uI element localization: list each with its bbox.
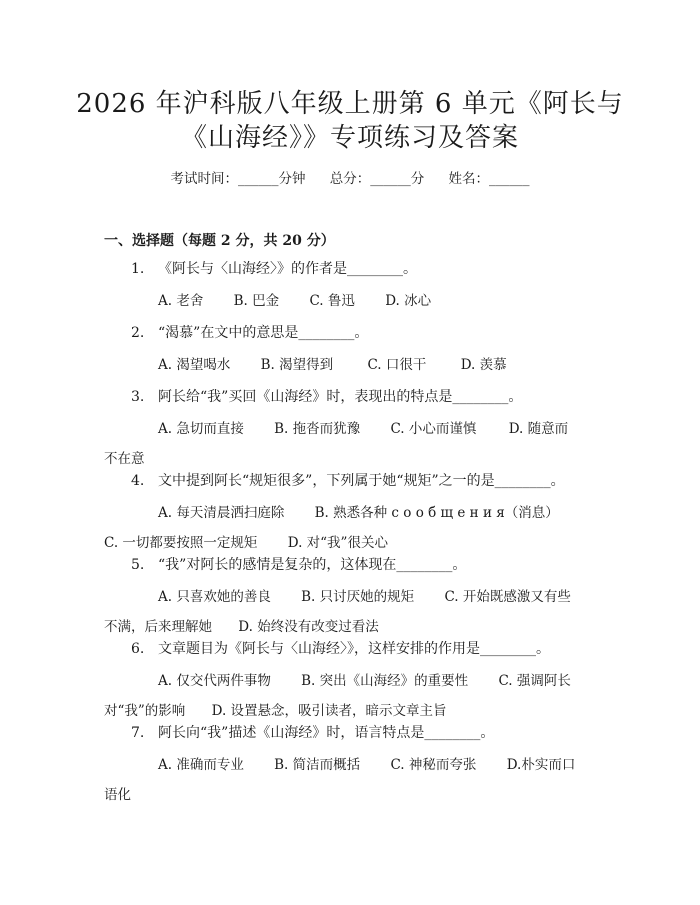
document-title-line-1: 2026 年沪科版八年级上册第 6 单元《阿长与 — [76, 89, 624, 119]
question-3-options — [104, 414, 596, 474]
question-5-options — [104, 582, 596, 642]
option-c: C. 小心而谨慎 — [390, 421, 477, 437]
option-b: B. 只讨厌她的规矩 — [301, 589, 415, 605]
question-1-options — [104, 286, 596, 316]
option-d: D. 设置悬念，吸引读者，暗示文章主旨 — [211, 703, 447, 719]
question-4-options — [104, 498, 596, 558]
option-d: D. 随意而 — [508, 421, 569, 437]
option-b: B. 简洁而概括 — [274, 757, 361, 773]
option-c: C. 口很干 — [367, 357, 427, 373]
question-text: 阿长向“我”描述《山海经》时，语言特点是________。 — [158, 725, 495, 741]
option-a: A. 仅交代两件事物 — [158, 673, 271, 689]
exam-score: 总分：______分 — [329, 171, 425, 187]
option-d-continued: 语化 — [104, 787, 131, 803]
question-text: 阿长给“我”买回《山海经》时，表现出的特点是________。 — [158, 389, 523, 405]
question-number: 1. — [131, 261, 145, 277]
option-a: A. 只喜欢她的善良 — [158, 589, 271, 605]
option-b: B. 渴望得到 — [260, 357, 334, 373]
option-b: B. 拖沓而犹豫 — [274, 421, 361, 437]
student-name: 姓名：______ — [448, 171, 530, 187]
question-6-options — [104, 666, 596, 726]
option-d: D. 羡慕 — [460, 357, 507, 373]
option-c: C. 鲁迅 — [309, 293, 355, 309]
option-c: C. 神秘而夸张 — [390, 757, 477, 773]
question-number: 6. — [131, 641, 145, 657]
option-a: A. 渴望喝水 — [158, 357, 231, 373]
exam-meta — [0, 167, 700, 187]
option-c: C. 开始既感激又有些 — [444, 589, 571, 605]
option-a: A. 每天清晨洒扫庭除 — [158, 505, 285, 521]
option-b: B. 突出《山海经》的重要性 — [301, 673, 469, 689]
question-number: 2. — [131, 325, 145, 341]
option-d-continued: 不在意 — [104, 451, 145, 467]
option-c-continued: 不满，后来理解她 — [104, 619, 212, 635]
question-text: 文中提到阿长“规矩很多”，下列属于她“规矩”之一的是________。 — [158, 473, 565, 489]
option-b: B. 巴金 — [233, 293, 280, 309]
exam-time: 考试时间：______分钟 — [170, 171, 306, 187]
question-number: 7. — [131, 725, 145, 741]
document-title-line-2: 《山海经》》专项练习及答案 — [180, 123, 519, 153]
question-2-options — [104, 350, 596, 380]
option-a: A. 准确而专业 — [158, 757, 244, 773]
option-a: A. 急切而直接 — [158, 421, 244, 437]
question-text: “渴慕”在文中的意思是________。 — [158, 325, 369, 341]
question-number: 5. — [131, 557, 145, 573]
option-d: D. 冰心 — [385, 293, 432, 309]
question-7-options — [104, 750, 596, 810]
option-b: B. 熟悉各种 с о о б щ е н и я（消息） — [314, 505, 559, 521]
option-d: D.朴实而口 — [506, 757, 576, 773]
question-text: 《阿长与〈山海经〉》的作者是________。 — [158, 261, 417, 277]
question-text: 文章题目为《阿长与〈山海经〉》，这样安排的作用是________。 — [158, 641, 550, 657]
question-number: 3. — [131, 389, 145, 405]
question-number: 4. — [131, 473, 145, 489]
option-d: D. 对“我”很关心 — [287, 535, 388, 551]
option-c-continued: 对“我”的影响 — [104, 703, 186, 719]
option-c: C. 强调阿长 — [498, 673, 571, 689]
option-a: A. 老舍 — [158, 293, 204, 309]
option-c: C. 一切都要按照一定规矩 — [104, 535, 258, 551]
option-d: D. 始终没有改变过看法 — [238, 619, 379, 635]
question-text: “我”对阿长的感情是复杂的，这体现在________。 — [158, 557, 467, 573]
section-heading: 一、选择题（每题 2 分，共 20 分） — [104, 233, 335, 249]
